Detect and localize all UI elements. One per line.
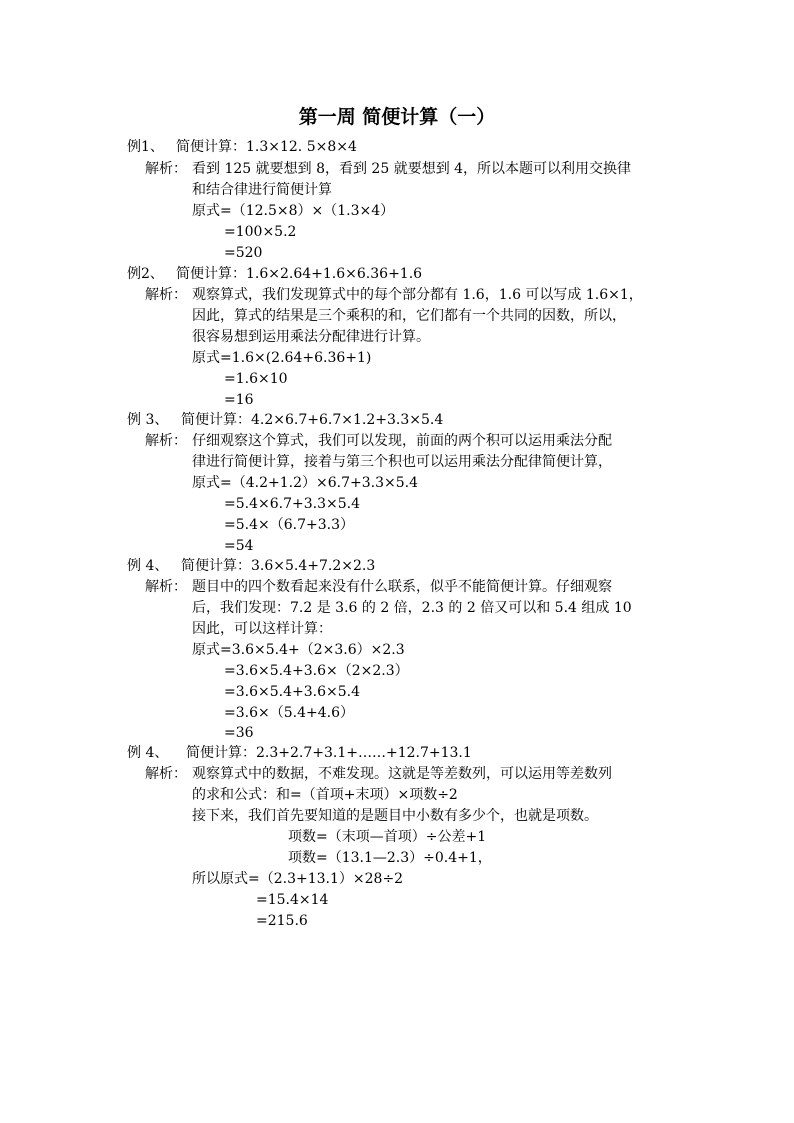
example-2-analysis-line: 因此，算式的结果是三个乘积的和，它们都有一个共同的因数，所以，	[192, 308, 626, 324]
example-5-analysis-label: 解析：	[145, 766, 187, 782]
example-5-formula: 项数=（末项—首项）÷公差+1	[288, 829, 487, 845]
example-3-analysis-line: 律进行简便计算，接着与第三个积也可以运用乘法分配律简便计算，	[192, 454, 612, 470]
example-2-analysis-line: 很容易想到运用乘法分配律进行计算。	[192, 329, 430, 345]
example-5-step: 所以原式=（2.3+13.1）×28÷2	[192, 871, 404, 887]
example-5-problem: 简便计算：2.3+2.7+3.1+……+12.7+13.1	[186, 745, 472, 761]
example-4-step: =3.6×（5.4+4.6）	[224, 705, 354, 721]
example-3-analysis-label: 解析：	[145, 433, 187, 449]
example-3-step: =5.4×（6.7+3.3）	[224, 517, 354, 533]
page-title: 第一周 简便计算（一）	[298, 106, 496, 128]
example-1-step: 原式=（12.5×8）×（1.3×4）	[192, 203, 395, 219]
example-4-problem: 简便计算：3.6×5.4+7.2×2.3	[181, 558, 376, 574]
example-3-step: =5.4×6.7+3.3×5.4	[224, 496, 360, 512]
example-4-analysis-label: 解析：	[145, 579, 187, 595]
example-4-label: 例 4、	[127, 558, 169, 574]
example-5-analysis-line: 的求和公式：和=（首项+末项）×项数÷2	[192, 787, 458, 803]
example-2-step: =16	[224, 392, 254, 408]
example-3-step: 原式=（4.2+1.2）×6.7+3.3×5.4	[192, 475, 418, 491]
example-5-formula: 项数=（13.1—2.3）÷0.4+1，	[288, 850, 492, 866]
example-4-analysis-line: 因此，可以这样计算：	[192, 621, 332, 637]
example-2-problem: 简便计算：1.6×2.64+1.6×6.36+1.6	[176, 266, 423, 282]
example-3-label: 例 3、	[127, 412, 169, 428]
example-3-problem: 简便计算：4.2×6.7+6.7×1.2+3.3×5.4	[181, 412, 444, 428]
example-1-label: 例1、	[127, 139, 164, 155]
example-2-analysis-line: 观察算式，我们发现算式中的每个部分都有 1.6，1.6 可以写成 1.6×1，	[192, 287, 643, 303]
example-1-analysis-label: 解析：	[145, 161, 187, 177]
example-5-analysis-line: 接下来，我们首先要知道的是题目中小数有多少个，也就是项数。	[192, 808, 598, 824]
example-3-step: =54	[224, 538, 254, 554]
example-1-analysis-line: 和结合律进行简便计算	[192, 182, 332, 198]
example-4-analysis-line: 题目中的四个数看起来没有什么联系，似乎不能简便计算。仔细观察	[192, 579, 612, 595]
example-2-step: 原式=1.6×(2.64+6.36+1)	[192, 350, 372, 366]
example-4-analysis-line: 后，我们发现：7.2 是 3.6 的 2 倍，2.3 的 2 倍又可以和 5.4 组成 10	[192, 600, 632, 616]
example-3-analysis-line: 仔细观察这个算式，我们可以发现，前面的两个积可以运用乘法分配	[192, 433, 612, 449]
example-5-step: =215.6	[256, 913, 308, 929]
example-5-analysis-line: 观察算式中的数据，不难发现。这就是等差数列，可以运用等差数列	[192, 766, 612, 782]
example-5-step: =15.4×14	[256, 892, 329, 908]
example-4-step: =36	[224, 725, 254, 741]
example-4-step: =3.6×5.4+3.6×（2×2.3）	[224, 663, 409, 679]
example-5-label: 例 4、	[127, 745, 169, 761]
example-2-step: =1.6×10	[224, 371, 288, 387]
example-4-step: =3.6×5.4+3.6×5.4	[224, 684, 360, 700]
example-2-label: 例2、	[127, 266, 164, 282]
example-1-problem: 简便计算：1.3×12. 5×8×4	[176, 139, 357, 155]
example-1-step: =100×5.2	[224, 224, 297, 240]
example-1-analysis-line: 看到 125 就要想到 8，看到 25 就要想到 4，所以本题可以利用交换律	[192, 161, 632, 177]
example-2-analysis-label: 解析：	[145, 287, 187, 303]
example-1-step: =520	[224, 245, 263, 261]
example-4-step: 原式=3.6×5.4+（2×3.6）×2.3	[192, 642, 405, 658]
